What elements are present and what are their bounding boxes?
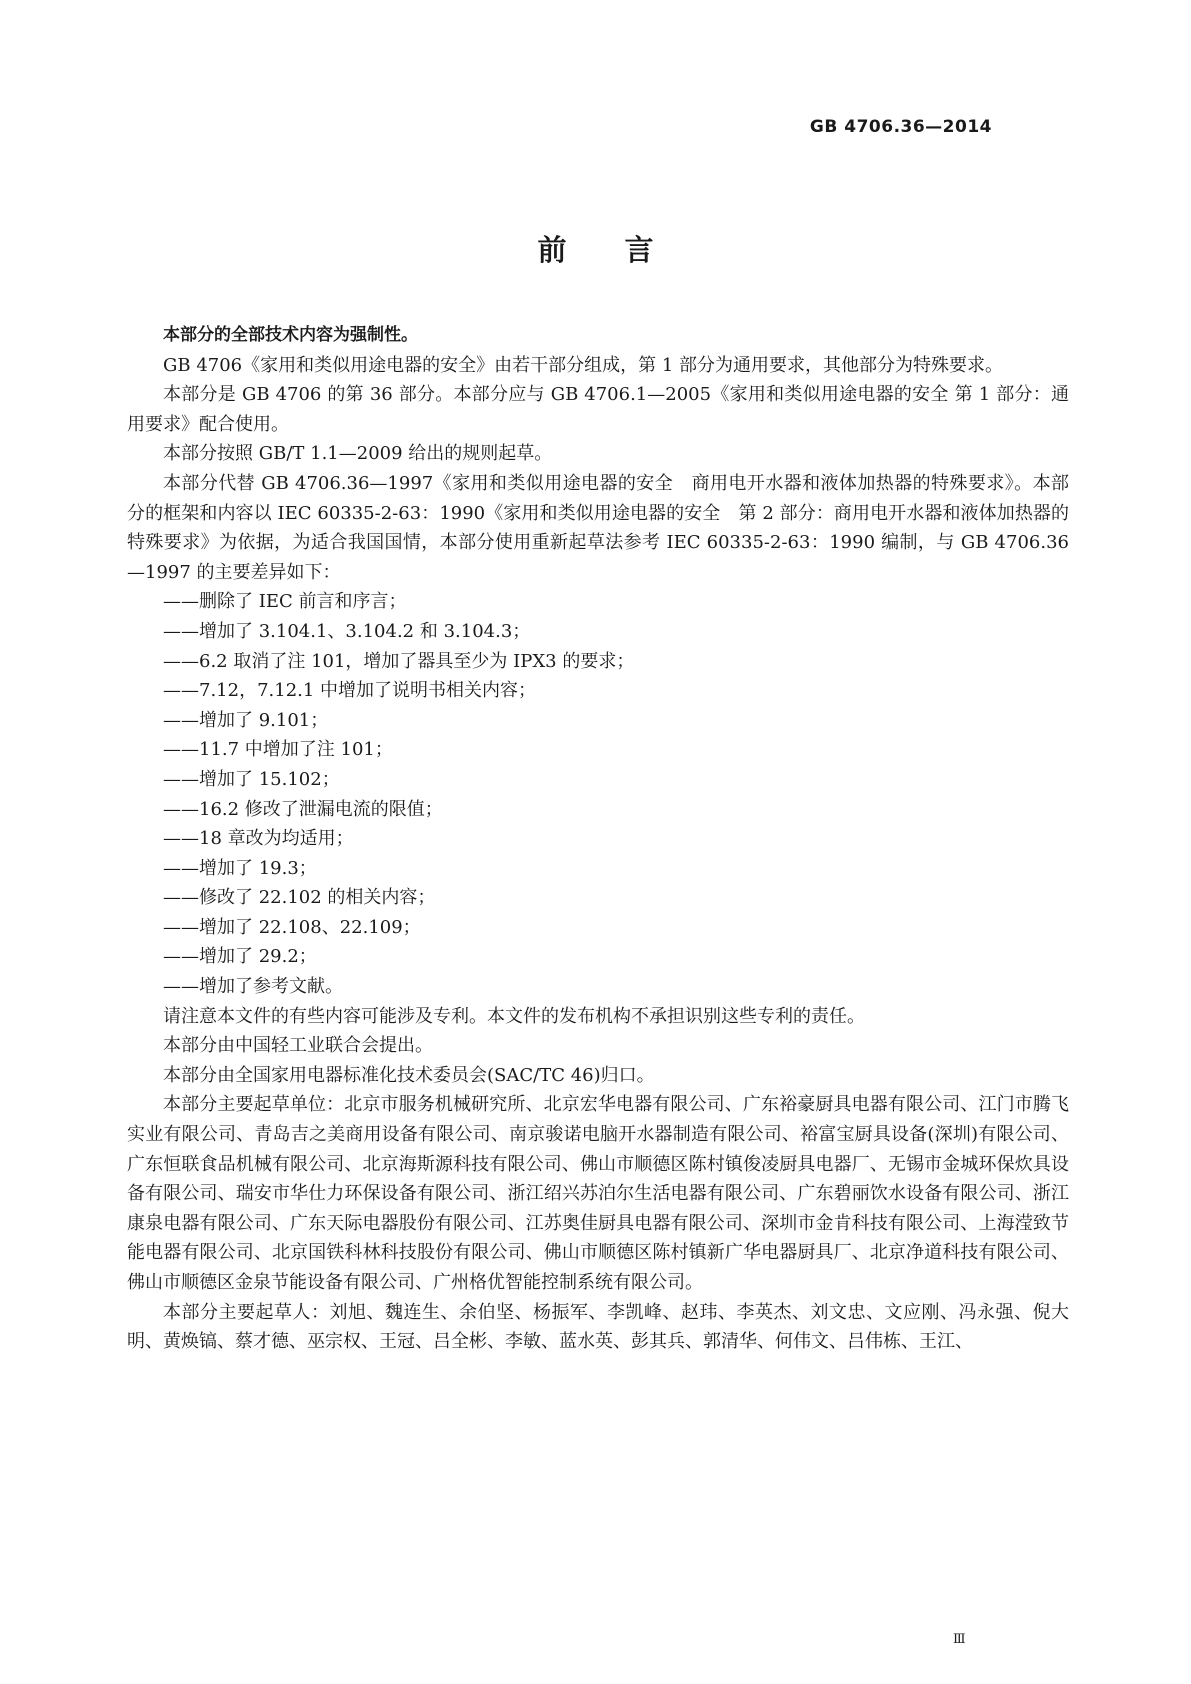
paragraph-structure: GB 4706《家用和类似用途电器的安全》由若干部分组成，第 1 部分为通用要求，其他部分为特殊要求。 bbox=[163, 354, 1004, 376]
mandatory-statement: 本部分的全部技术内容为强制性。 bbox=[163, 325, 418, 345]
page-title: 前言 bbox=[537, 233, 712, 267]
difference-item: ——增加了 29.2； bbox=[163, 946, 317, 968]
paragraph-drafting-rules: 本部分按照 GB/T 1.1—2009 给出的规则起草。 bbox=[163, 443, 553, 465]
difference-item: ——16.2 修改了泄漏电流的限值； bbox=[163, 798, 443, 820]
paragraph-drafting-units: 本部分主要起草单位：北京市服务机械研究所、北京宏华电器有限公司、广东裕豪厨具电器有限公司、江门市腾飞实业有限公司、青岛吉之美商用设备有限公司、南京骏诺电脑开水器制造有限公司、裕富宝厨具设备(深圳)有限公司、广东恒联食品机械有限公司、北京海斯源科技有限公司、佛山市顺德区陈村镇俊凌厨具电器厂、无锡市金城环保炊具设备有限公司、瑞安市华仕力环保设备有限公司、浙江绍兴苏泊尔生活电器有限公司、广东碧丽饮水设备有限公司、浙江康泉电器有限公司、广东天际电器股份有限公司、江苏奥佳厨具电器有限公司、深圳市金肯科技有限公司、上海滢致节能电器有限公司、北京国铁科林科技股份有限公司、佛山市顺德区陈村镇新广华电器厨具厂、北京净道科技有限公司、佛山市顺德区金泉节能设备有限公司、广州格优智能控制系统有限公司。 bbox=[127, 1094, 1069, 1293]
difference-item: ——增加了 19.3； bbox=[163, 857, 317, 879]
paragraph-technical-committee: 本部分由全国家用电器标准化技术委员会(SAC/TC 46)归口。 bbox=[163, 1064, 655, 1086]
difference-item: ——增加了 22.108、22.109； bbox=[163, 916, 421, 938]
difference-item: ——增加了 15.102； bbox=[163, 768, 340, 790]
difference-item: ——6.2 取消了注 101，增加了器具至少为 IPX3 的要求； bbox=[163, 650, 635, 672]
paragraph-proposer: 本部分由中国轻工业联合会提出。 bbox=[163, 1035, 433, 1057]
foreword-body bbox=[127, 321, 1069, 1357]
standard-number: GB 4706.36—2014 bbox=[809, 117, 992, 137]
paragraph-drafters: 本部分主要起草人：刘旭、魏连生、余伯坚、杨振军、李凯峰、赵玮、李英杰、刘文忠、文应刚、冯永强、倪大明、黄焕镐、蔡才德、巫宗权、王冠、吕全彬、李敏、蓝水英、彭其兵、郭清华、何伟文、吕伟栋、王江、 bbox=[127, 1301, 1069, 1353]
difference-item: ——修改了 22.102 的相关内容； bbox=[163, 887, 436, 909]
difference-item: ——7.12，7.12.1 中增加了说明书相关内容； bbox=[163, 680, 537, 702]
paragraph-patent-notice: 请注意本文件的有些内容可能涉及专利。本文件的发布机构不承担识别这些专利的责任。 bbox=[163, 1005, 865, 1027]
difference-item: ——18 章改为均适用； bbox=[163, 828, 354, 850]
page-number: Ⅲ bbox=[953, 1632, 966, 1647]
difference-item: ——删除了 IEC 前言和序言； bbox=[163, 591, 407, 613]
paragraph-replacement: 本部分代替 GB 4706.36—1997《家用和类似用途电器的安全 商用电开水器和液体加热器的特殊要求》。本部分的框架和内容以 IEC 60335-2-63：1990《家用和类似用途电器的安全 第 2 部分：商用电开水器和液体加热器的特殊要求》为依据，为适合我国国情，本部分使用重新起草法参考 IEC 60335-2-63：1990 编制，与 GB 4706.36—1997 的主要差异如下： bbox=[127, 472, 1069, 583]
difference-item: ——11.7 中增加了注 101； bbox=[163, 739, 393, 761]
difference-item: ——增加了参考文献。 bbox=[163, 976, 343, 998]
paragraph-part-number: 本部分是 GB 4706 的第 36 部分。本部分应与 GB 4706.1—2005《家用和类似用途电器的安全 第 1 部分：通用要求》配合使用。 bbox=[127, 384, 1069, 435]
difference-item: ——增加了 3.104.1、3.104.2 和 3.104.3； bbox=[163, 620, 531, 642]
difference-item: ——增加了 9.101； bbox=[163, 709, 329, 731]
